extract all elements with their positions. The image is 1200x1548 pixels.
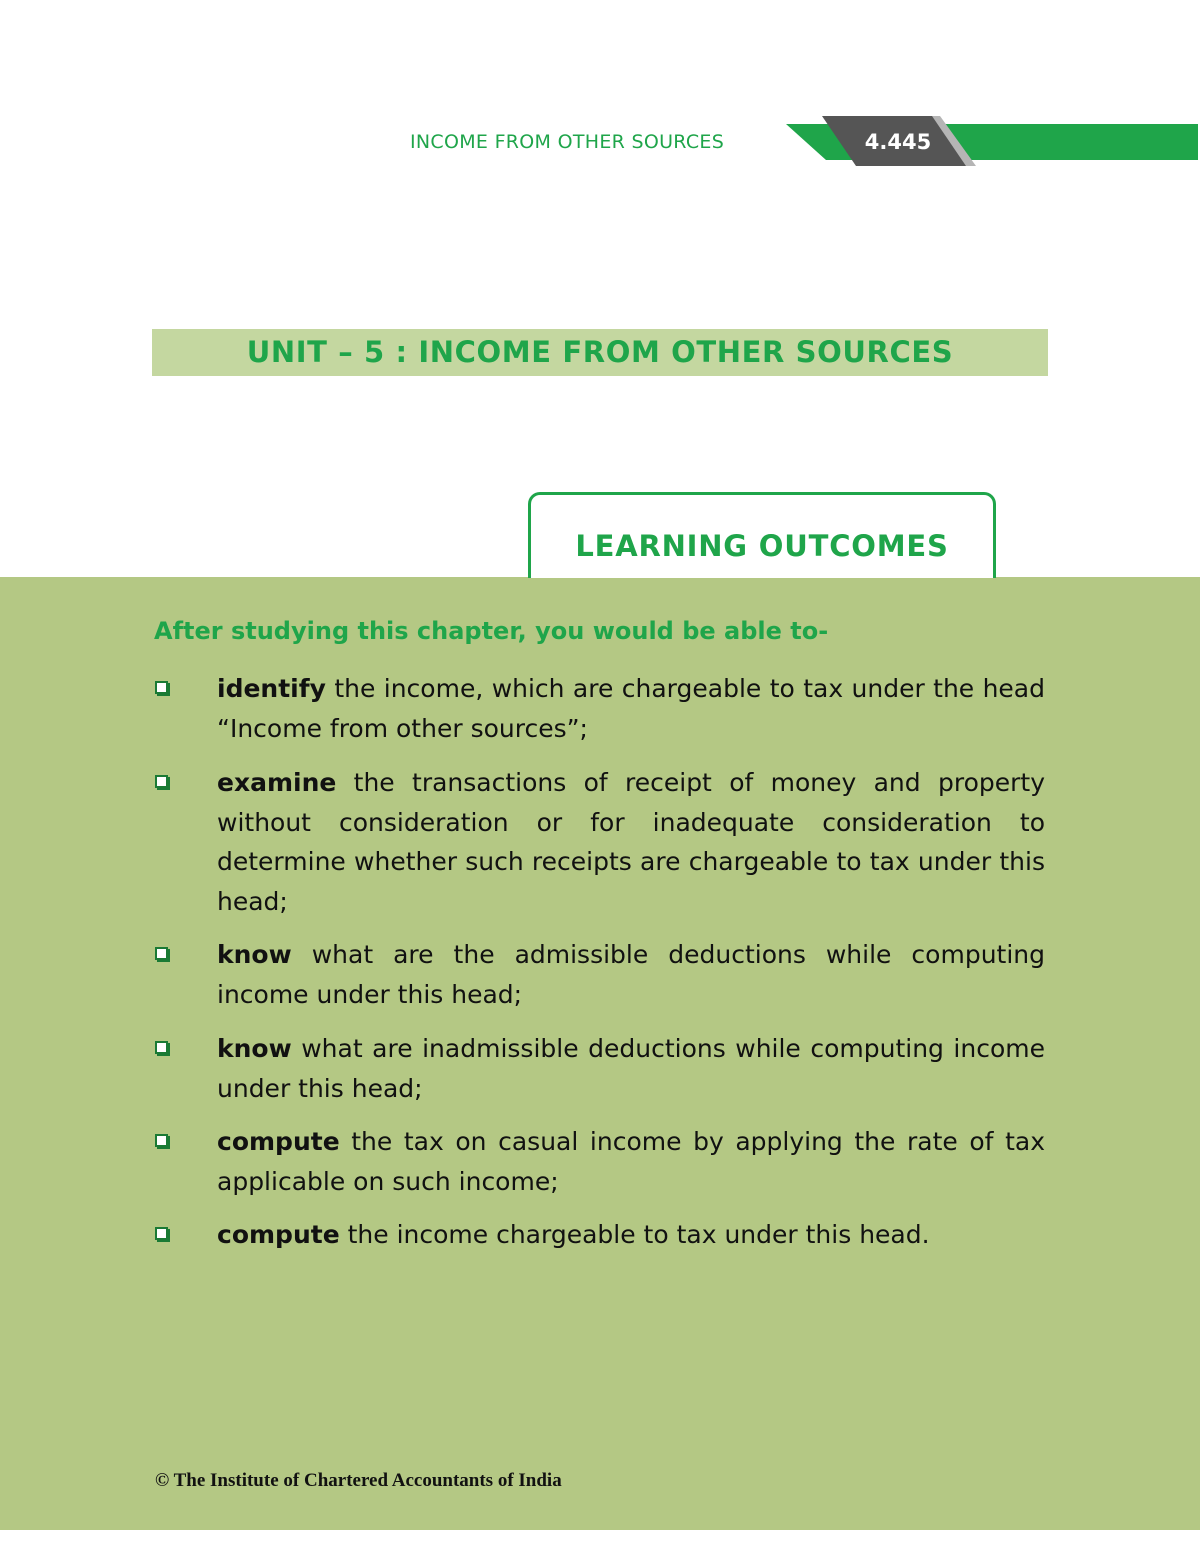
outcome-verb: compute (217, 1220, 340, 1249)
outcome-text (217, 935, 1045, 1014)
unit-title-bar (152, 329, 1048, 376)
outcome-item (155, 940, 1045, 1014)
checkbox-icon (155, 947, 168, 960)
outcome-text (217, 669, 1045, 748)
outcome-item (155, 1034, 1045, 1108)
unit-title: UNIT – 5 : INCOME FROM OTHER SOURCES (246, 335, 954, 369)
checkbox-icon (155, 775, 168, 788)
outcome-verb: identify (217, 674, 326, 703)
outcome-text (217, 1215, 1045, 1255)
learning-outcomes-title: LEARNING OUTCOMES (575, 529, 949, 563)
outcome-text (217, 763, 1045, 921)
checkbox-icon (155, 1041, 168, 1054)
outcome-item (155, 1220, 1045, 1255)
checkbox-icon (155, 681, 168, 694)
checkbox-icon (155, 1134, 168, 1147)
outcome-item (155, 1127, 1045, 1201)
outcome-text (217, 1122, 1045, 1201)
outcome-item (155, 674, 1045, 748)
copyright-footer: © The Institute of Chartered Accountants of India (155, 1470, 562, 1491)
outcome-description: the income, which are chargeable to tax under the head “Income from other sources”; (217, 674, 1045, 743)
outcome-verb: know (217, 940, 292, 969)
outcome-description: the transactions of receipt of money and property without consideration or for inadequate consideration to determine whether such receipts are chargeable to tax under this head; (217, 768, 1045, 916)
outcome-description: the income chargeable to tax under this head. (339, 1220, 930, 1249)
learning-outcomes-panel (0, 577, 1200, 1530)
header-banner (0, 0, 1200, 200)
outcome-text (217, 1029, 1045, 1108)
page-number: 4.445 (864, 130, 932, 154)
outcome-description: what are the admissible deductions while computing income under this head; (217, 940, 1045, 1009)
outcome-description: the tax on casual income by applying the rate of tax applicable on such income; (217, 1127, 1045, 1196)
outcome-verb: know (217, 1034, 292, 1063)
outcome-item (155, 768, 1045, 921)
learning-outcomes-tab (528, 492, 996, 578)
outcome-description: what are inadmissible deductions while computing income under this head; (217, 1034, 1045, 1103)
checkbox-icon (155, 1227, 168, 1240)
outcome-verb: examine (217, 768, 337, 797)
learning-outcomes-intro: After studying this chapter, you would be able to- (154, 617, 829, 645)
running-head: INCOME FROM OTHER SOURCES (410, 131, 725, 153)
outcome-verb: compute (217, 1127, 340, 1156)
